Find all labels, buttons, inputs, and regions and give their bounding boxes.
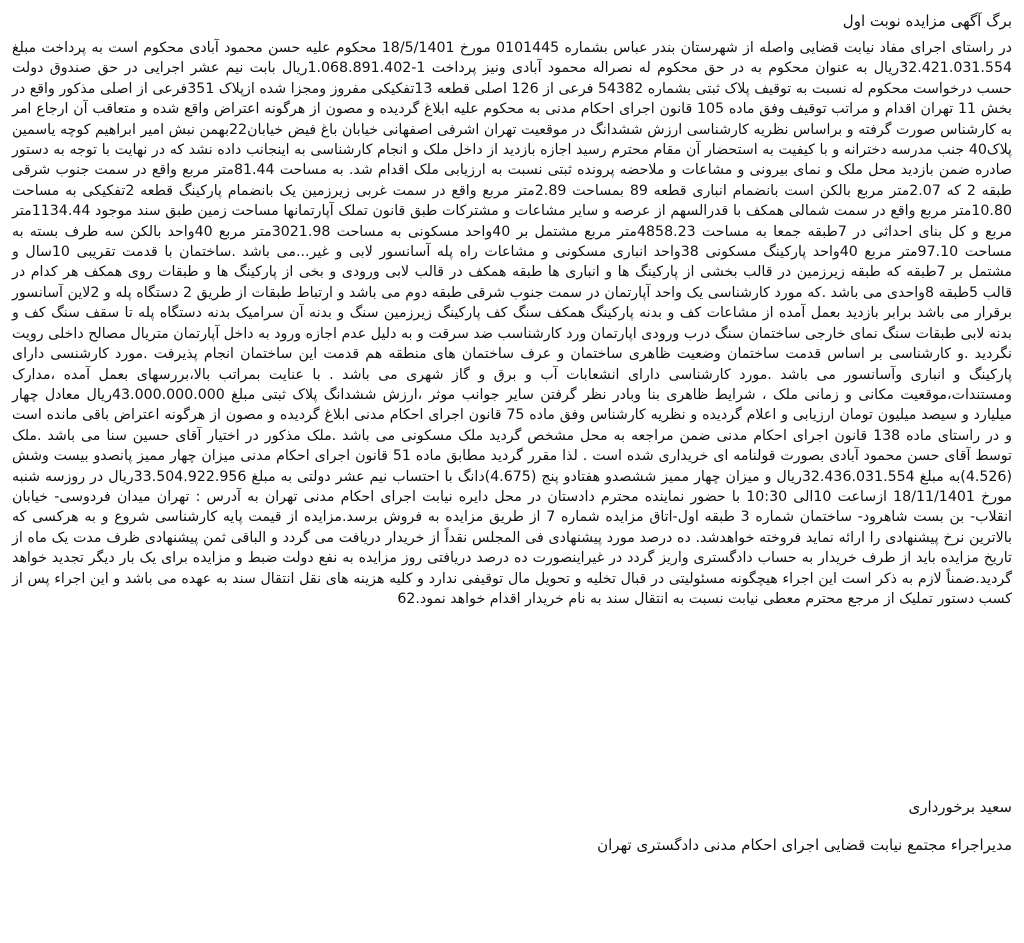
signature-block: [597, 796, 1012, 872]
signer-name: سعید برخورداری: [908, 798, 1012, 816]
notice-body: در راستای اجرای مفاد نیابت قضایی واصله از شهرستان بندر عباس بشماره 0101445 مورخ 18/5/1401 محکوم علیه حسن محمود آبادی محکوم است به پرداخت مبلغ 32.421.031.554ریال به عنوان محکوم به در حق محکوم له نصراله محمود آبادی ونیز پرداخت 1-1.068.891.402ریال بابت نیم عشر اجرایی در حق صندوق دولت حسب درخواست محکوم له نسبت به توقیف پلاک ثبتی بشماره 54382 فرعی از 126 اصلی قطعه 13تفکیکی مفروز ومجزا شده ازپلاک 351فرعی از اصلی مذکور واقع در بخش 11 تهران اقدام و مراتب توقیف وفق ماده 105 قانون اجرای احکام مدنی به محکوم علیه ابلاغ گردیده و مصون از هرگونه اعتراض واقع شده و متعاقب آن ارجاع امر به کارشناس صورت گرفته و براساس نظریه کارشناسی ارزش ششدانگ در موقعیت تهران اشرفی اصفهانی خیابان باغ فیض خیابان22بهمن نبش امیر ابراهیم کوچه یاسمین پلاک40 جنب مدرسه دخترانه و با کیفیت به استحضار آن مقام محترم رسید اجازه بازدید از داخل ملک و انجام کارشناسی به اینجانب داده نشد که در نهایت با توجه به دستور صادره ضمن بازدید محل ملک و نمای بیرونی و مشاعات و ملاحضه پرونده ثبتی نسبت به ارزیابی ملک اقدام شد. به مساحت 81.44متر مربع واقع در سمت جنوب شرقی طبقه 2 که 2.07متر مربع بالکن است بانضمام انباری قطعه 89 بمساحت 2.89متر مربع واقع در سمت غربی زیرزمین یک بانضمام پارکینگ قطعه 2تفکیکی به مساحت 10.80متر مربع واقع در سمت شمالی همکف با قدرالسهم از عرصه و سایر مشاعات و مشترکات طبق قانون تملک آپارتمانها مساحت زمین طبق سند موجود 1134.44متر مربع و کل بنای احداثی در 7طبقه جمعا به مساحت 4858.23متر مربع مشتمل بر 40واحد مسکونی به مساحت 3021.98متر مربع 40واحد بالکن سه طرف بسته به مساحت 97.10متر مربع 40واحد پارکینگ مسکونی 38واحد انباری مسکونی و مشاعات راه پله آسانسور لابی و غیر...می باشد .ساختمان با قدمت تقریبی 10سال و مشتمل بر 7طبقه که طبقه زیرزمین در قالب بخشی از پارکینگ ها و انباری ها طبقه همکف در قالب لابی ورودی و بخی از پارکینگ ها و طبقات روی همکف هر کدام در قالب 5طبقه 8واحدی می باشد .که مورد کارشناسی یک واحد آپارتمان در سمت جنوب شرقی طبقه دوم می باشد و ارتباط طبقات از طریق 2 دستگاه پله و 2لاین آسانسور برقرار می باشد برابر بازدید بعمل آمده از مشاعات کف و بدنه پارکینگ همکف سنگ کف پارکینگ زیرزمین سنگ و بدنه آن سرامیک بدنه دستگاه پله تا سقف سنگ کف و بدنه لابی طبقات سنگ نمای خارجی ساختمان سنگ درب ورودی اپارتمان ورد کارشناسب ضد سرقت و به دلیل عدم اجازه ورود به داخل آپارتمان متریال مصالح داخلی رویت نگردید .و کارشناسی بر اساس قدمت ساختمان وضعیت ظاهری ساختمان و عرف ساختمان های منطقه هم قدمت این ساختمان انجام پذیرفت .مورد کارشنسی دارای پارکینگ و انباری وآسانسور می باشد .مورد کارشناسی دارای انشعابات آب و برق و گاز شهری می باشد . با عنایت بمراتب بالا،بررسهای بعمل آمده ،مدارک ومستندات،موقعیت مکانی و زمانی ملک ، شرایط ظاهری بنا وبادر نظر گرفتن سایر جوانب موثر ،ارزش ششدانگ پلاک ثبتی مبلغ 43.000.000.000ریال معادل چهار میلیارد و سیصد میلیون تومان ارزیابی و اعلام گردیده و نظریه کارشناس وفق ماده 75 قانون اجرای احکام مدنی ابلاغ گردیده و مصون از هرگونه اعتراض باقی مانده است و در راستای ماده 138 قانون اجرای احکام مدنی ضمن مراجعه به محل مشخص گردید ملک مسکونی می باشد .ملک مذکور در اختیار آقای حسین سنا می باشد .ملک توسط آقای حسن محمود آبادی بصورت قولنامه ای خریداری شده است . لذا مقرر گردید مطابق ماده 51 قانون اجرای احکام مدنی میزان چهار ممیز پانصدو بیست وشش (4.526)به مبلغ 32.436.031.554ریال و میزان چهار ممیز ششصدو هفتادو پنج (4.675)دانگ با احتساب نیم عشر دولتی به مبلغ 33.504.922.956ریال در روزسه شنبه مورخ 18/11/1401 ازساعت 10الی 10:30 با حضور نماینده محترم دادستان در محل دایره نیابت اجرای احکام مدنی تهران به آدرس : تهران میدان فردوسی- خیابان انقلاب- بن بست شاهرود- ساختمان شماره 3 طبقه اول-اتاق مزایده شماره 7 از طریق مزایده به فروش برسد.مزایده از قیمت پایه کارشناسی شروع و به هرکسی که بالاترین نرخ پیشنهادی را ارائه نماید فروخته خواهدشد. ده درصد مورد پیشنهادی فی المجلس نقداً از خریدار دریافت می گردد و الباقی ثمن پیشنهادی ظرف مدت یک ماه از تاریخ مزایده باید از طرف خریدار به حساب دادگستری واریز گردد در غیراینصورت ده درصد دریافتی روز مزایده به نفع دولت ضبط و مزایده برای یک بار دیگر تجدید خواهد گردید.ضمناً لازم به ذکر است این اجراء هیچگونه مسئولیتی در قبال تخلیه و تحویل مال توقیفی ندارد و کلیه هزینه های نقل انتقال سند به عهده می باشد و این اجراء پس از کسب دستور تملیک از مرجع محترم معطی نیابت نسبت به انتقال سند به نام خریدار اقدام خواهد نمود.62: [12, 40, 1013, 607]
signer-position: مدیراجراء مجتمع نیابت قضایی اجرای احکام مدنی دادگستری تهران: [597, 836, 1012, 854]
notice-title: برگ آگهی مزایده نوبت اول: [842, 12, 1012, 30]
